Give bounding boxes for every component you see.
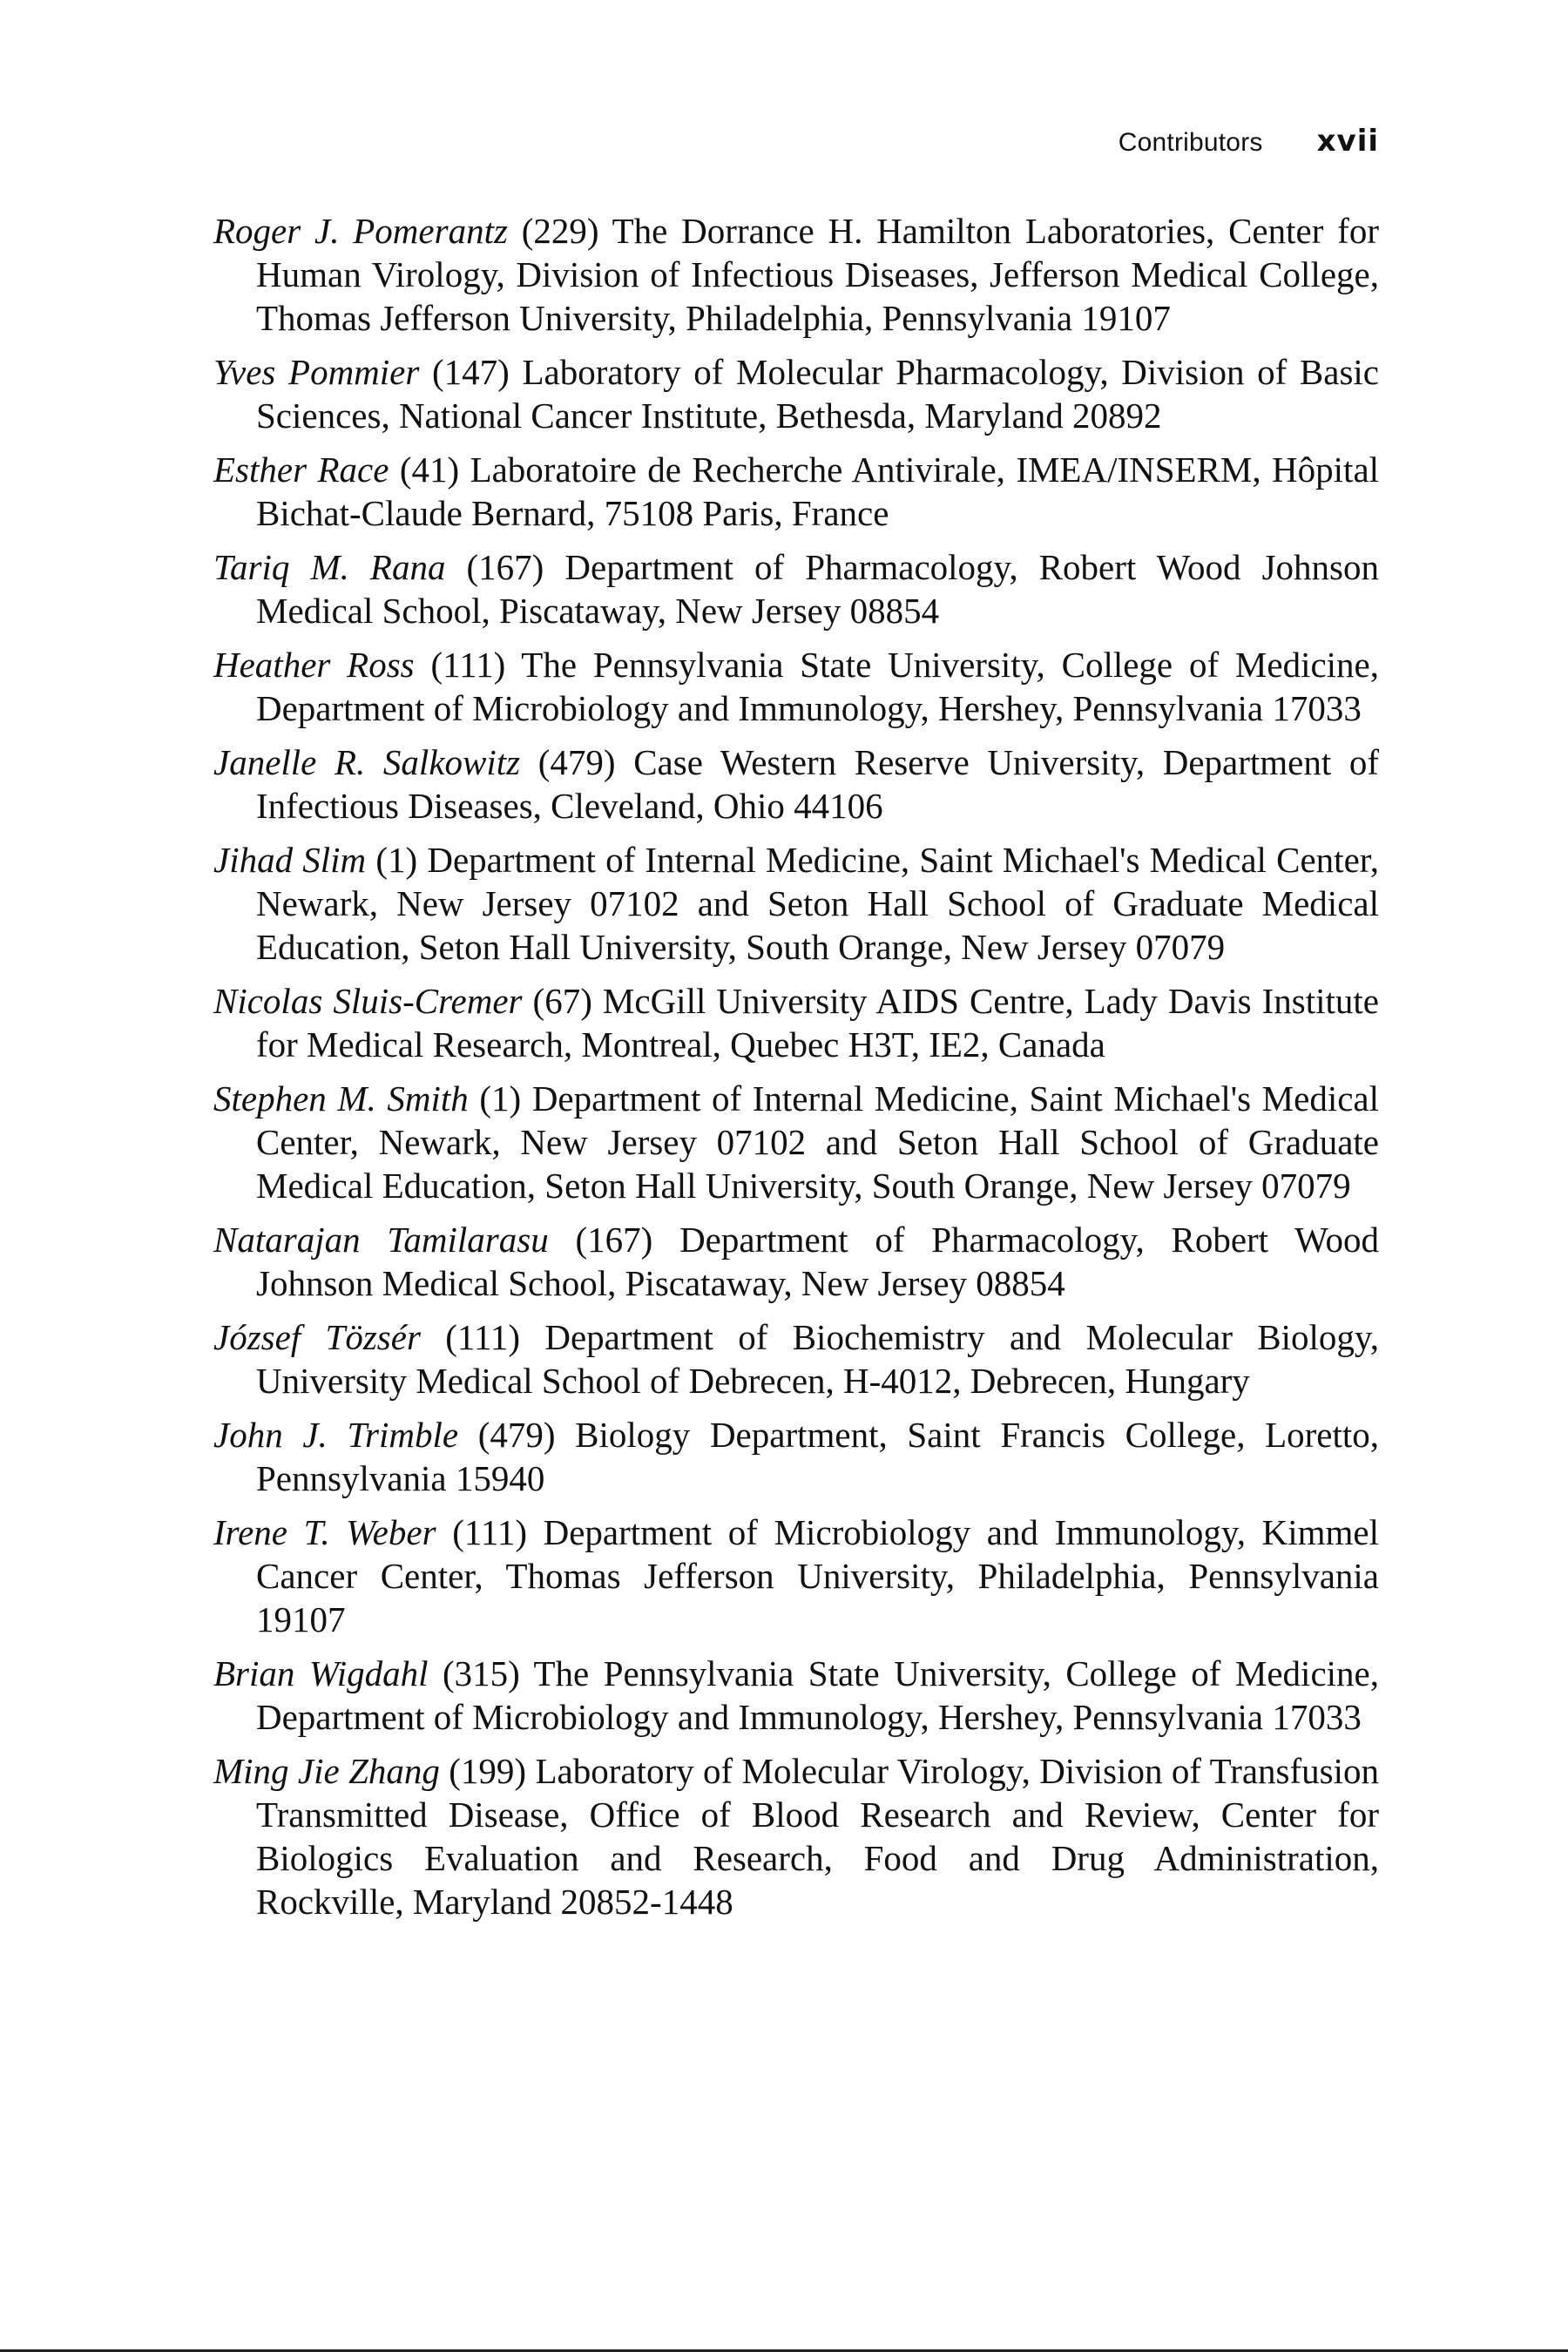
contributor-affiliation: Department of Microbiology and Immunology, Kimmel Cancer Center, Thomas Jefferson University, Philadelphia, Pennsylvania 19107: [256, 1512, 1380, 1639]
contributor-page: (41): [399, 449, 460, 490]
contributor-entry: [213, 1315, 1379, 1402]
contributor-entry: [213, 545, 1379, 632]
contributor-affiliation: Department of Internal Medicine, Saint Michael's Medical Center, Newark, New Jersey 07102 and Seton Hall School of Graduate Medical Education, Seton Hall University, South Orange, New Jersey 07079: [256, 840, 1380, 967]
contributor-page: (167): [466, 547, 544, 587]
contributor-entry: [213, 1749, 1379, 1923]
contributor-affiliation: Department of Biochemistry and Molecular Biology, University Medical School of Debrecen, H-4012, Debrecen, Hungary: [256, 1317, 1380, 1401]
contributor-name: John J. Trimble: [213, 1415, 459, 1455]
contributor-affiliation: Laboratoire de Recherche Antivirale, IMEA/INSERM, Hôpital Bichat-Claude Bernard, 75108 Paris, France: [256, 449, 1380, 533]
contributor-name: Stephen M. Smith: [213, 1078, 469, 1119]
running-head-section: Contributors: [1118, 128, 1263, 157]
contributor-name: Irene T. Weber: [213, 1512, 436, 1552]
contributor-page: (479): [477, 1415, 556, 1455]
page-number: xvii: [1316, 124, 1379, 159]
contributor-affiliation: The Pennsylvania State University, College of Medicine, Department of Microbiology and Immunology, Hershey, Pennsylvania 17033: [256, 1653, 1379, 1737]
contributor-entry: [213, 209, 1379, 340]
contributor-name: Tariq M. Rana: [213, 547, 446, 587]
contributor-page: (229): [521, 211, 599, 251]
contributor-entry: [213, 1218, 1379, 1305]
contributor-page: (111): [430, 645, 506, 685]
contributor-page: (147): [432, 352, 510, 392]
contributor-page: (1): [479, 1078, 522, 1119]
contributor-affiliation: Department of Internal Medicine, Saint Michael's Medical Center, Newark, New Jersey 07102 and Seton Hall School of Graduate Medical Education, Seton Hall University, South Orange, New Jersey 07079: [256, 1078, 1379, 1206]
contributor-page: (111): [452, 1512, 527, 1552]
running-head: [1119, 124, 1379, 159]
contributor-page: (67): [532, 981, 592, 1021]
contributor-entry: [213, 1511, 1379, 1641]
contributor-name: Jihad Slim: [213, 840, 367, 880]
contributor-list: [213, 209, 1379, 1934]
contributor-entry: [213, 350, 1379, 437]
contributor-entry: [213, 740, 1379, 828]
contributor-page: (199): [449, 1751, 527, 1791]
contributor-affiliation: The Dorrance H. Hamilton Laboratories, Center for Human Virology, Division of Infectious Diseases, Jefferson Medical College, Thomas Jefferson University, Philadelphia, Pennsylvania 19107: [256, 211, 1379, 338]
contributor-name: Ming Jie Zhang: [213, 1751, 440, 1791]
contributor-entry: [213, 1077, 1379, 1207]
contributor-name: Natarajan Tamilarasu: [213, 1220, 549, 1260]
contributor-affiliation: Department of Pharmacology, Robert Wood Johnson Medical School, Piscataway, New Jersey 08854: [256, 547, 1379, 631]
contributor-page: (111): [445, 1317, 521, 1357]
contributor-entry: [213, 979, 1379, 1066]
contributor-affiliation: Laboratory of Molecular Virology, Division of Transfusion Transmitted Disease, Office of Blood Research and Review, Center for Biologics Evaluation and Research, Food and Drug Administration, Rockville, Maryland 20852-1448: [256, 1751, 1380, 1922]
contributor-name: Nicolas Sluis-Cremer: [213, 981, 523, 1021]
contributor-entry: [213, 448, 1379, 535]
contributor-affiliation: Laboratory of Molecular Pharmacology, Division of Basic Sciences, National Cancer Institute, Bethesda, Maryland 20892: [256, 352, 1380, 436]
contributor-entry: [213, 1652, 1379, 1739]
contributor-affiliation: Biology Department, Saint Francis College, Loretto, Pennsylvania 15940: [256, 1415, 1380, 1498]
contributor-affiliation: Department of Pharmacology, Robert Wood Johnson Medical School, Piscataway, New Jersey 08854: [256, 1220, 1380, 1303]
contributor-name: Heather Ross: [213, 645, 415, 685]
contributor-page: (167): [575, 1220, 653, 1260]
contributor-name: Esther Race: [213, 449, 389, 490]
contributor-entry: [213, 1413, 1379, 1500]
contributor-page: (479): [537, 742, 616, 782]
contributor-name: Brian Wigdahl: [213, 1653, 429, 1693]
contributor-name: Janelle R. Salkowitz: [213, 742, 521, 782]
contributor-entry: [213, 643, 1379, 730]
contributor-affiliation: McGill University AIDS Centre, Lady Davis Institute for Medical Research, Montreal, Quebec H3T, IE2, Canada: [256, 981, 1380, 1064]
contributor-affiliation: The Pennsylvania State University, College of Medicine, Department of Microbiology and Immunology, Hershey, Pennsylvania 17033: [256, 645, 1379, 728]
contributor-page: (315): [442, 1653, 520, 1693]
contributor-name: Roger J. Pomerantz: [213, 211, 508, 251]
contributor-name: Yves Pommier: [213, 352, 420, 392]
contributor-entry: [213, 838, 1379, 969]
contributor-name: József Tözsér: [213, 1317, 421, 1357]
contributor-page: (1): [375, 840, 418, 880]
contributor-affiliation: Case Western Reserve University, Department of Infectious Diseases, Cleveland, Ohio 44106: [256, 742, 1380, 826]
